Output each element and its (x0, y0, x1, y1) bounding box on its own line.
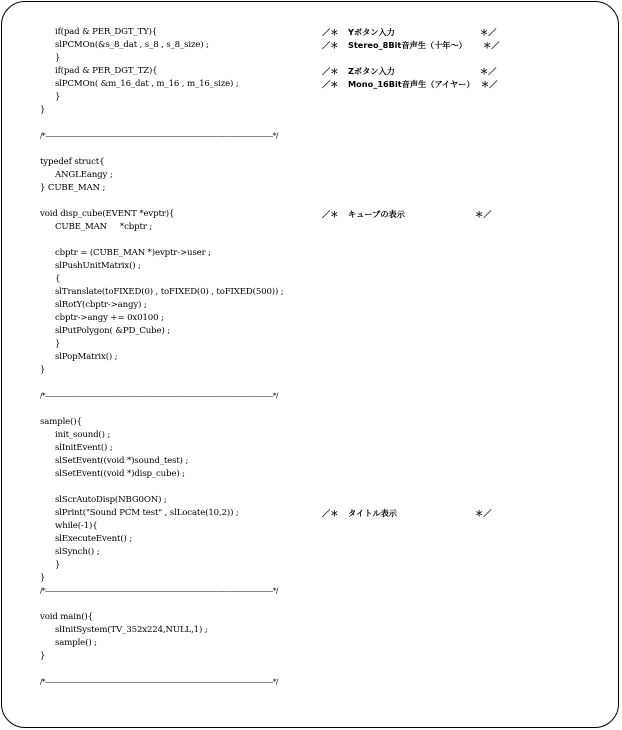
code-line: sample(){ (40, 417, 82, 427)
comment-open: ／＊ (322, 27, 339, 37)
comment-close: ＊／ (475, 508, 492, 518)
code-line: } (55, 560, 61, 570)
code-line: ANGLEangy ; (55, 170, 113, 180)
code-line: slPCMOn( &m_16_dat , m_16 , m_16_size) ; (55, 79, 239, 89)
code-line: slPrint("Sound PCM test" , slLocate(10,2)) ; (55, 508, 239, 518)
comment-close: ＊／ (480, 66, 497, 76)
code-line: { (55, 274, 61, 284)
comment-open: ／＊ (322, 209, 339, 219)
code-line: typedef struct{ (40, 157, 105, 167)
code-line: void disp_cube(EVENT *evptr){ (40, 209, 175, 219)
code-line: sample() ; (55, 638, 97, 648)
code-line: cbptr->angy += 0x0100 ; (55, 313, 164, 323)
separator-line: /*—————————————————————————————————*/ (40, 391, 278, 400)
code-line: slInitEvent() ; (55, 443, 113, 453)
code-line: } (55, 53, 61, 63)
code-line: void main(){ (40, 612, 93, 622)
comment-open: ／＊ (322, 40, 339, 50)
code-line: } (40, 105, 46, 115)
code-line: if(pad & PER_DGT_TY){ (55, 27, 158, 37)
code-line: slSynch() ; (55, 547, 100, 557)
code-line: slSetEvent((void *)disp_cube) ; (55, 469, 185, 479)
comment-text: タイトル表示 (348, 508, 397, 518)
code-line: if(pad & PER_DGT_TZ){ (55, 66, 158, 76)
comment-text: Mono_16Bit音声生（アイヤー） (348, 79, 475, 89)
comment-text: Zボタン入力 (348, 66, 395, 76)
code-line: } (55, 339, 61, 349)
code-line: slInitSystem(TV_352x224,NULL,1) ; (55, 625, 208, 635)
code-line: slScrAutoDisp(NBG0ON) ; (55, 495, 167, 505)
code-line: slPushUnitMatrix() ; (55, 261, 141, 271)
comment-close: ＊／ (480, 27, 497, 37)
code-line: } (40, 573, 46, 583)
separator-line: /*—————————————————————————————————*/ (40, 677, 278, 686)
comment-close: ＊／ (483, 40, 500, 50)
code-line: } (40, 365, 46, 375)
code-line: slPCMOn(&s_8_dat , s_8 , s_8_size) ; (55, 40, 209, 50)
code-line: } (40, 651, 46, 661)
code-line: } CUBE_MAN ; (40, 183, 106, 193)
comment-close: ＊／ (475, 209, 492, 219)
code-line: cbptr = (CUBE_MAN *)evptr->user ; (55, 248, 211, 258)
code-line: slSetEvent((void *)sound_test) ; (55, 456, 189, 466)
separator-line: /*—————————————————————————————————*/ (40, 586, 278, 595)
comment-text: Stereo_8Bit音声生（十年～） (348, 40, 467, 50)
code-line: slExecuteEvent() ; (55, 534, 133, 544)
code-line: slRotY(cbptr->angy) ; (55, 300, 147, 310)
comment-open: ／＊ (322, 66, 339, 76)
code-line: slTranslate(toFIXED(0) , toFIXED(0) , toFIXED(500)) ; (55, 287, 284, 297)
code-line: slPopMatrix() ; (55, 352, 118, 362)
code-line: init_sound() ; (55, 430, 111, 440)
comment-close: ＊／ (481, 79, 498, 89)
code-line: while(-1){ (55, 521, 98, 531)
code-line: CUBE_MAN *cbptr ; (55, 222, 153, 232)
comment-text: キューブの表示 (348, 209, 405, 219)
comment-text: Yボタン入力 (348, 27, 395, 37)
comment-open: ／＊ (322, 508, 339, 518)
comment-open: ／＊ (322, 79, 339, 89)
code-line: } (55, 92, 61, 102)
separator-line: /*—————————————————————————————————*/ (40, 131, 278, 140)
code-line: slPutPolygon( &PD_Cube) ; (55, 326, 170, 336)
